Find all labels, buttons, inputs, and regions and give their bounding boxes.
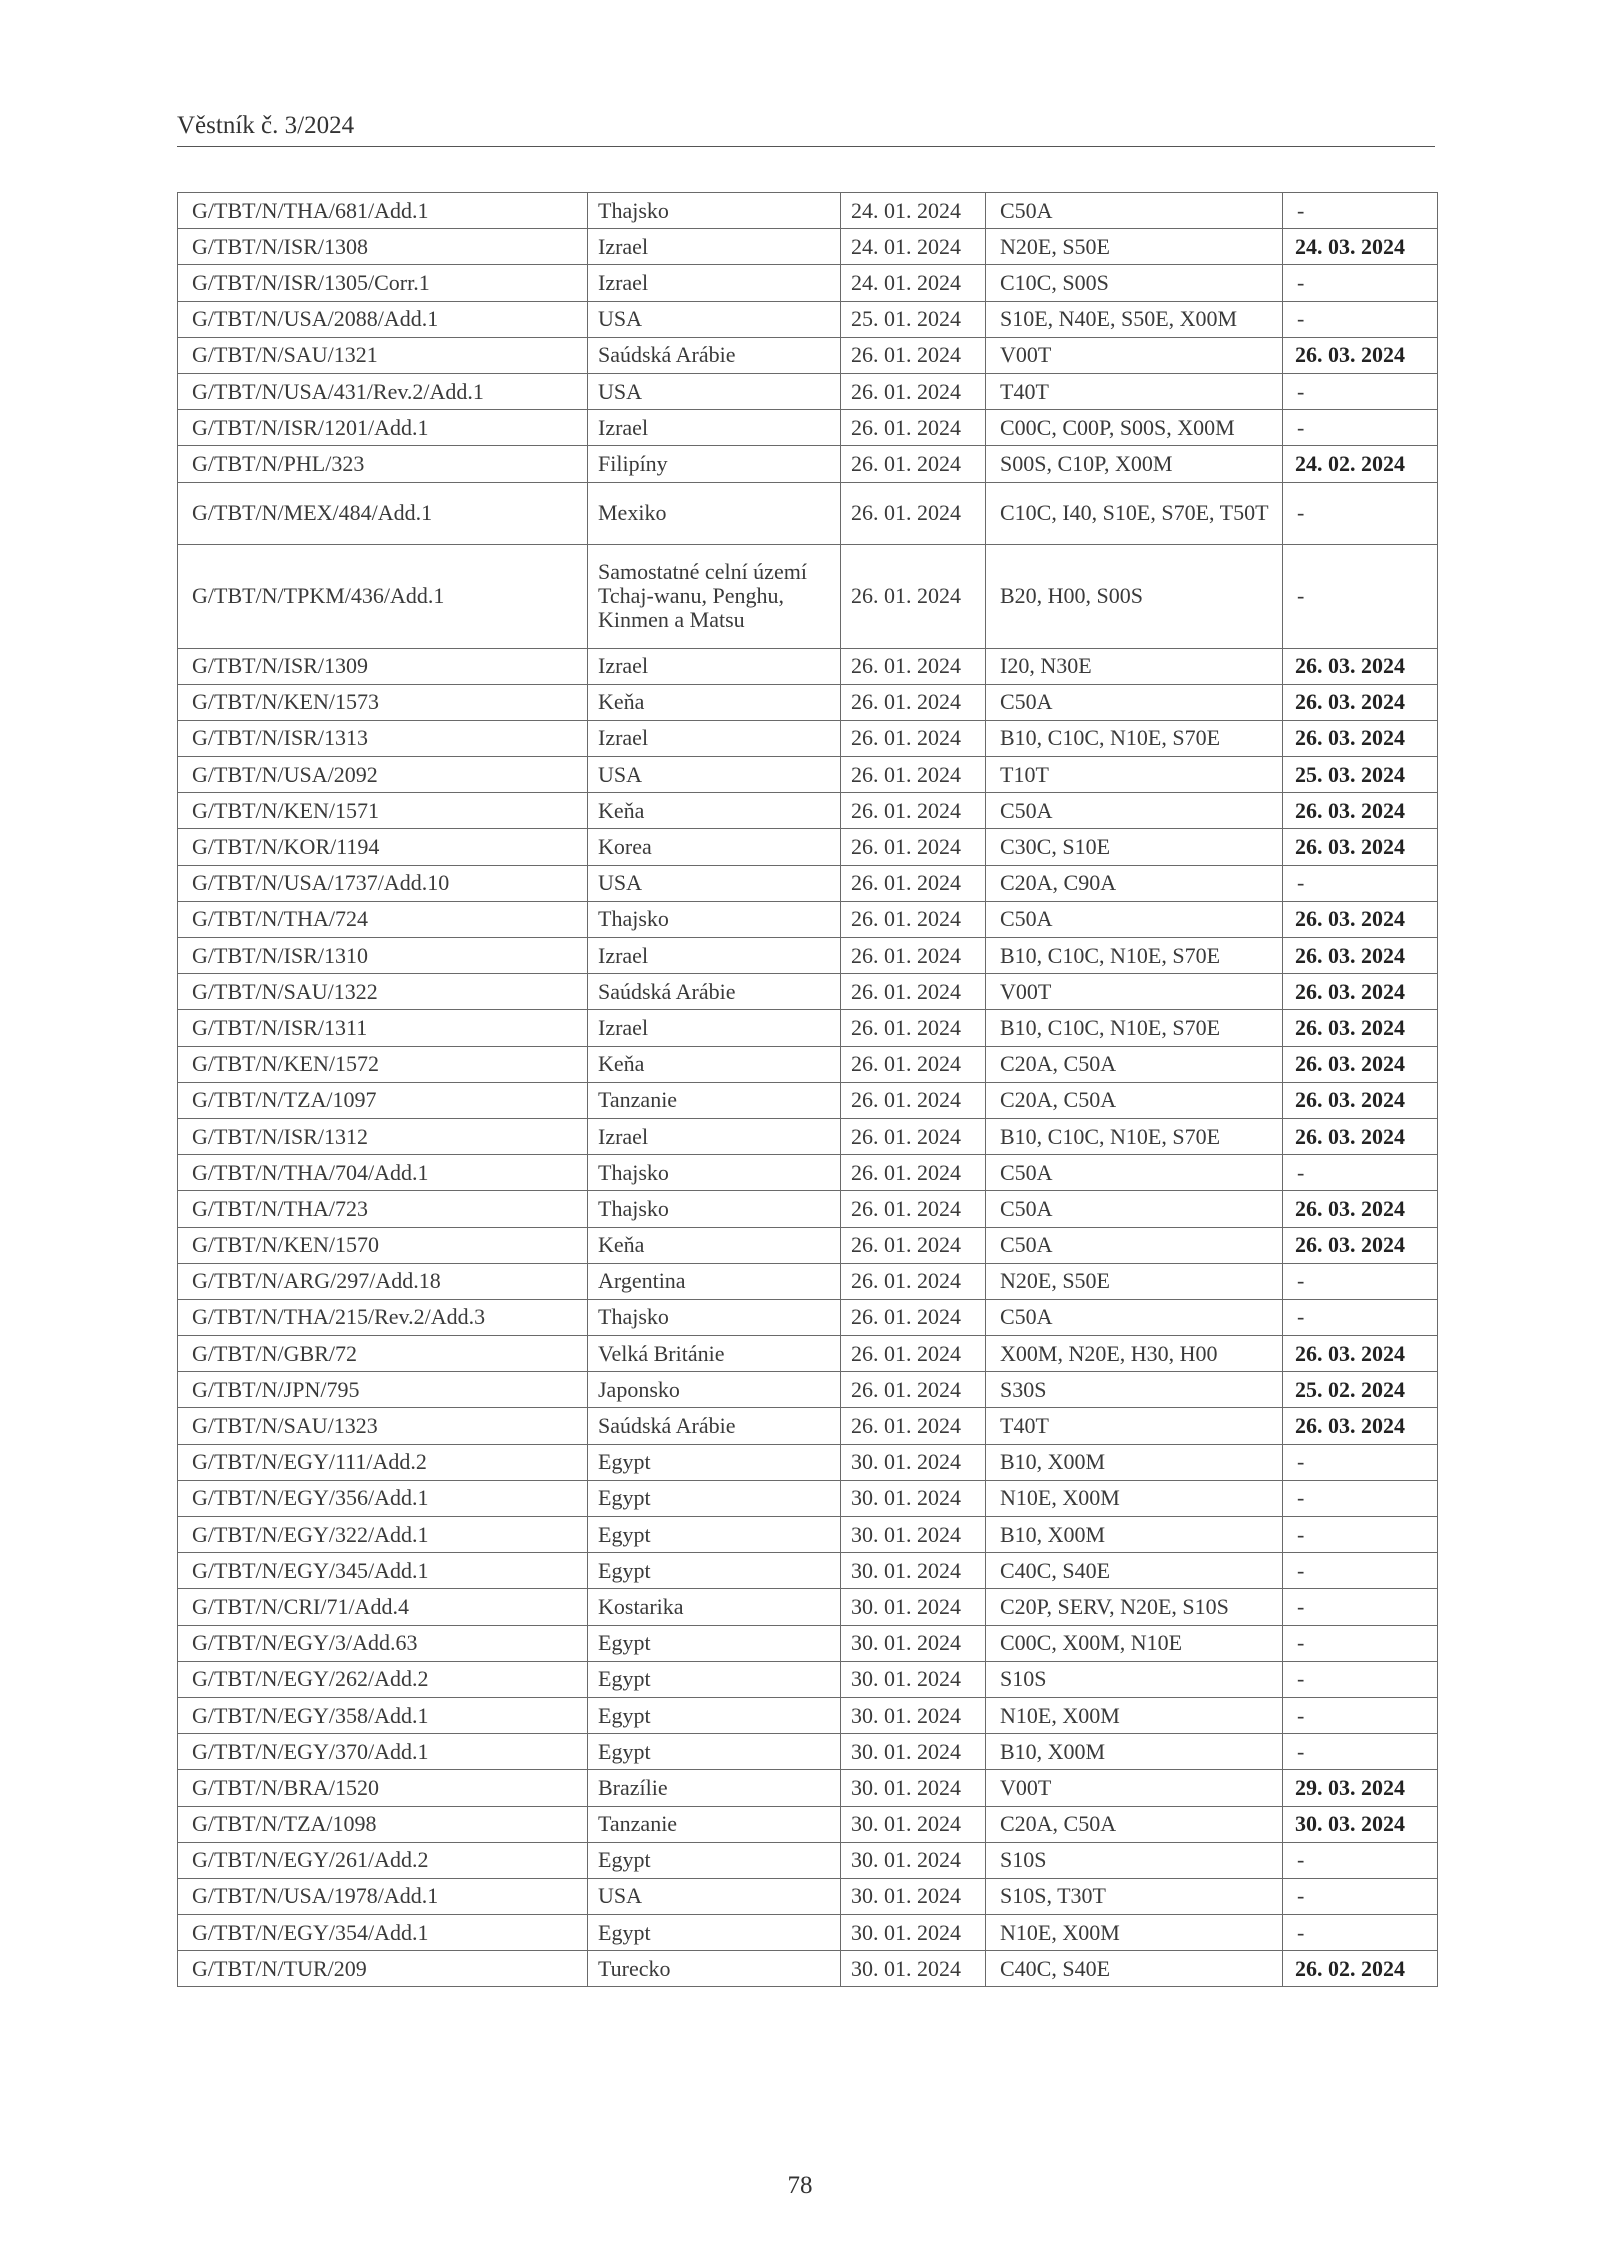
deadline-cell: - xyxy=(1283,1915,1438,1951)
country-cell: Samostatné celní území Tchaj-wanu, Penghu, Kinmen a Matsu xyxy=(588,544,841,648)
codes-cell: T10T xyxy=(986,757,1283,793)
symbol-cell: G/TBT/N/KOR/1194 xyxy=(178,829,588,865)
codes-cell: C20A, C50A xyxy=(986,1806,1283,1842)
deadline-cell: 26. 02. 2024 xyxy=(1283,1951,1438,1987)
deadline-cell: - xyxy=(1283,1661,1438,1697)
country-cell: Korea xyxy=(588,829,841,865)
country-cell: USA xyxy=(588,1878,841,1914)
symbol-cell: G/TBT/N/EGY/345/Add.1 xyxy=(178,1553,588,1589)
codes-cell: C30C, S10E xyxy=(986,829,1283,865)
date-cell: 30. 01. 2024 xyxy=(841,1878,986,1914)
codes-cell: C20P, SERV, N20E, S10S xyxy=(986,1589,1283,1625)
country-cell: Thajsko xyxy=(588,1155,841,1191)
codes-cell: C50A xyxy=(986,1227,1283,1263)
symbol-cell: G/TBT/N/ARG/297/Add.18 xyxy=(178,1263,588,1299)
date-cell: 26. 01. 2024 xyxy=(841,1118,986,1154)
date-cell: 26. 01. 2024 xyxy=(841,1336,986,1372)
country-cell: Egypt xyxy=(588,1444,841,1480)
deadline-cell: 26. 03. 2024 xyxy=(1283,684,1438,720)
codes-cell: B10, C10C, N10E, S70E xyxy=(986,1010,1283,1046)
codes-cell: C40C, S40E xyxy=(986,1951,1283,1987)
country-cell: Izrael xyxy=(588,229,841,265)
codes-cell: N10E, X00M xyxy=(986,1480,1283,1516)
date-cell: 26. 01. 2024 xyxy=(841,1082,986,1118)
date-cell: 26. 01. 2024 xyxy=(841,544,986,648)
symbol-cell: G/TBT/N/MEX/484/Add.1 xyxy=(178,482,588,544)
table-row xyxy=(178,1915,1438,1951)
country-cell: Tanzanie xyxy=(588,1082,841,1118)
date-cell: 30. 01. 2024 xyxy=(841,1770,986,1806)
date-cell: 30. 01. 2024 xyxy=(841,1625,986,1661)
codes-cell: C10C, I40, S10E, S70E, T50T xyxy=(986,482,1283,544)
notifications-table xyxy=(177,192,1438,1987)
symbol-cell: G/TBT/N/EGY/262/Add.2 xyxy=(178,1661,588,1697)
country-cell: Izrael xyxy=(588,720,841,756)
symbol-cell: G/TBT/N/TZA/1098 xyxy=(178,1806,588,1842)
country-cell: Keňa xyxy=(588,1227,841,1263)
codes-cell: N10E, X00M xyxy=(986,1915,1283,1951)
codes-cell: B10, C10C, N10E, S70E xyxy=(986,1118,1283,1154)
table-row xyxy=(178,1299,1438,1335)
date-cell: 26. 01. 2024 xyxy=(841,829,986,865)
codes-cell: C50A xyxy=(986,1299,1283,1335)
deadline-cell: - xyxy=(1283,410,1438,446)
country-cell: Saúdská Arábie xyxy=(588,974,841,1010)
table-row xyxy=(178,373,1438,409)
deadline-cell: - xyxy=(1283,1517,1438,1553)
deadline-cell: - xyxy=(1283,373,1438,409)
deadline-cell: 26. 03. 2024 xyxy=(1283,793,1438,829)
symbol-cell: G/TBT/N/BRA/1520 xyxy=(178,1770,588,1806)
codes-cell: S10E, N40E, S50E, X00M xyxy=(986,301,1283,337)
country-cell: Argentina xyxy=(588,1263,841,1299)
country-cell: USA xyxy=(588,373,841,409)
date-cell: 26. 01. 2024 xyxy=(841,482,986,544)
date-cell: 26. 01. 2024 xyxy=(841,974,986,1010)
date-cell: 26. 01. 2024 xyxy=(841,1263,986,1299)
date-cell: 24. 01. 2024 xyxy=(841,229,986,265)
table-row xyxy=(178,1734,1438,1770)
deadline-cell: - xyxy=(1283,1589,1438,1625)
country-cell: Egypt xyxy=(588,1734,841,1770)
date-cell: 26. 01. 2024 xyxy=(841,901,986,937)
date-cell: 24. 01. 2024 xyxy=(841,265,986,301)
table-row xyxy=(178,938,1438,974)
country-cell: Thajsko xyxy=(588,1191,841,1227)
country-cell: Japonsko xyxy=(588,1372,841,1408)
deadline-cell: 26. 03. 2024 xyxy=(1283,1010,1438,1046)
symbol-cell: G/TBT/N/THA/723 xyxy=(178,1191,588,1227)
symbol-cell: G/TBT/N/ISR/1305/Corr.1 xyxy=(178,265,588,301)
deadline-cell: 26. 03. 2024 xyxy=(1283,938,1438,974)
table-row xyxy=(178,1697,1438,1733)
country-cell: Egypt xyxy=(588,1517,841,1553)
country-cell: Egypt xyxy=(588,1661,841,1697)
codes-cell: S10S xyxy=(986,1661,1283,1697)
codes-cell: S10S xyxy=(986,1842,1283,1878)
date-cell: 30. 01. 2024 xyxy=(841,1589,986,1625)
table-row xyxy=(178,648,1438,684)
symbol-cell: G/TBT/N/EGY/3/Add.63 xyxy=(178,1625,588,1661)
codes-cell: N20E, S50E xyxy=(986,229,1283,265)
table-row xyxy=(178,1444,1438,1480)
table-row xyxy=(178,720,1438,756)
country-cell: Izrael xyxy=(588,265,841,301)
date-cell: 26. 01. 2024 xyxy=(841,1010,986,1046)
deadline-cell: 25. 02. 2024 xyxy=(1283,1372,1438,1408)
table-row xyxy=(178,1046,1438,1082)
table-row xyxy=(178,974,1438,1010)
deadline-cell: 26. 03. 2024 xyxy=(1283,1082,1438,1118)
deadline-cell: 26. 03. 2024 xyxy=(1283,648,1438,684)
codes-cell: S00S, C10P, X00M xyxy=(986,446,1283,482)
table-row xyxy=(178,1082,1438,1118)
deadline-cell: - xyxy=(1283,193,1438,229)
table-row xyxy=(178,1408,1438,1444)
symbol-cell: G/TBT/N/JPN/795 xyxy=(178,1372,588,1408)
deadline-cell: - xyxy=(1283,265,1438,301)
country-cell: Izrael xyxy=(588,410,841,446)
table-row xyxy=(178,1661,1438,1697)
table-row xyxy=(178,1480,1438,1516)
table-row xyxy=(178,865,1438,901)
country-cell: Egypt xyxy=(588,1553,841,1589)
codes-cell: B10, X00M xyxy=(986,1734,1283,1770)
codes-cell: C00C, X00M, N10E xyxy=(986,1625,1283,1661)
codes-cell: C50A xyxy=(986,1191,1283,1227)
deadline-cell: - xyxy=(1283,1155,1438,1191)
deadline-cell: 29. 03. 2024 xyxy=(1283,1770,1438,1806)
symbol-cell: G/TBT/N/THA/215/Rev.2/Add.3 xyxy=(178,1299,588,1335)
country-cell: Thajsko xyxy=(588,193,841,229)
deadline-cell: - xyxy=(1283,1878,1438,1914)
deadline-cell: - xyxy=(1283,1625,1438,1661)
symbol-cell: G/TBT/N/SAU/1323 xyxy=(178,1408,588,1444)
date-cell: 26. 01. 2024 xyxy=(841,1046,986,1082)
table-row xyxy=(178,446,1438,482)
codes-cell: C40C, S40E xyxy=(986,1553,1283,1589)
codes-cell: X00M, N20E, H30, H00 xyxy=(986,1336,1283,1372)
symbol-cell: G/TBT/N/EGY/370/Add.1 xyxy=(178,1734,588,1770)
country-cell: Egypt xyxy=(588,1625,841,1661)
date-cell: 24. 01. 2024 xyxy=(841,193,986,229)
country-cell: Egypt xyxy=(588,1480,841,1516)
codes-cell: N20E, S50E xyxy=(986,1263,1283,1299)
notifications-table-body xyxy=(178,193,1438,1987)
symbol-cell: G/TBT/N/KEN/1571 xyxy=(178,793,588,829)
table-row xyxy=(178,1625,1438,1661)
deadline-cell: 24. 03. 2024 xyxy=(1283,229,1438,265)
table-row xyxy=(178,1517,1438,1553)
deadline-cell: 26. 03. 2024 xyxy=(1283,1118,1438,1154)
deadline-cell: - xyxy=(1283,1734,1438,1770)
symbol-cell: G/TBT/N/USA/2092 xyxy=(178,757,588,793)
codes-cell: T40T xyxy=(986,1408,1283,1444)
date-cell: 26. 01. 2024 xyxy=(841,757,986,793)
codes-cell: B10, X00M xyxy=(986,1517,1283,1553)
table-row xyxy=(178,684,1438,720)
symbol-cell: G/TBT/N/ISR/1313 xyxy=(178,720,588,756)
deadline-cell: - xyxy=(1283,1263,1438,1299)
table-row xyxy=(178,1191,1438,1227)
codes-cell: C50A xyxy=(986,193,1283,229)
symbol-cell: G/TBT/N/TPKM/436/Add.1 xyxy=(178,544,588,648)
page-header-title: Věstník č. 3/2024 xyxy=(177,112,355,139)
deadline-cell: - xyxy=(1283,482,1438,544)
date-cell: 25. 01. 2024 xyxy=(841,301,986,337)
country-cell: Keňa xyxy=(588,1046,841,1082)
country-cell: Mexiko xyxy=(588,482,841,544)
symbol-cell: G/TBT/N/PHL/323 xyxy=(178,446,588,482)
deadline-cell: - xyxy=(1283,865,1438,901)
country-cell: Velká Británie xyxy=(588,1336,841,1372)
table-row xyxy=(178,1263,1438,1299)
symbol-cell: G/TBT/N/KEN/1570 xyxy=(178,1227,588,1263)
codes-cell: V00T xyxy=(986,974,1283,1010)
country-cell: Egypt xyxy=(588,1915,841,1951)
country-cell: USA xyxy=(588,301,841,337)
country-cell: Saúdská Arábie xyxy=(588,1408,841,1444)
symbol-cell: G/TBT/N/ISR/1312 xyxy=(178,1118,588,1154)
codes-cell: V00T xyxy=(986,337,1283,373)
date-cell: 26. 01. 2024 xyxy=(841,1227,986,1263)
page-number: 78 xyxy=(787,2172,813,2199)
date-cell: 30. 01. 2024 xyxy=(841,1842,986,1878)
date-cell: 26. 01. 2024 xyxy=(841,373,986,409)
country-cell: Thajsko xyxy=(588,1299,841,1335)
symbol-cell: G/TBT/N/THA/681/Add.1 xyxy=(178,193,588,229)
codes-cell: B10, X00M xyxy=(986,1444,1283,1480)
deadline-cell: 26. 03. 2024 xyxy=(1283,974,1438,1010)
date-cell: 30. 01. 2024 xyxy=(841,1480,986,1516)
table-row xyxy=(178,1951,1438,1987)
table-row xyxy=(178,301,1438,337)
deadline-cell: 26. 03. 2024 xyxy=(1283,720,1438,756)
table-row xyxy=(178,901,1438,937)
table-row xyxy=(178,544,1438,648)
deadline-cell: - xyxy=(1283,1842,1438,1878)
codes-cell: C00C, C00P, S00S, X00M xyxy=(986,410,1283,446)
deadline-cell: - xyxy=(1283,1697,1438,1733)
codes-cell: C20A, C90A xyxy=(986,865,1283,901)
country-cell: Saúdská Arábie xyxy=(588,337,841,373)
date-cell: 26. 01. 2024 xyxy=(841,1191,986,1227)
table-row xyxy=(178,1118,1438,1154)
symbol-cell: G/TBT/N/TUR/209 xyxy=(178,1951,588,1987)
codes-cell: C50A xyxy=(986,1155,1283,1191)
date-cell: 26. 01. 2024 xyxy=(841,793,986,829)
table-row xyxy=(178,1372,1438,1408)
codes-cell: B10, C10C, N10E, S70E xyxy=(986,720,1283,756)
date-cell: 26. 01. 2024 xyxy=(841,865,986,901)
deadline-cell: - xyxy=(1283,544,1438,648)
table-row xyxy=(178,1010,1438,1046)
country-cell: Izrael xyxy=(588,1010,841,1046)
codes-cell: T40T xyxy=(986,373,1283,409)
country-cell: Egypt xyxy=(588,1697,841,1733)
codes-cell: B20, H00, S00S xyxy=(986,544,1283,648)
deadline-cell: - xyxy=(1283,1480,1438,1516)
symbol-cell: G/TBT/N/ISR/1308 xyxy=(178,229,588,265)
symbol-cell: G/TBT/N/USA/1978/Add.1 xyxy=(178,1878,588,1914)
codes-cell: B10, C10C, N10E, S70E xyxy=(986,938,1283,974)
symbol-cell: G/TBT/N/EGY/358/Add.1 xyxy=(178,1697,588,1733)
symbol-cell: G/TBT/N/SAU/1321 xyxy=(178,337,588,373)
date-cell: 30. 01. 2024 xyxy=(841,1517,986,1553)
symbol-cell: G/TBT/N/TZA/1097 xyxy=(178,1082,588,1118)
deadline-cell: 26. 03. 2024 xyxy=(1283,901,1438,937)
symbol-cell: G/TBT/N/CRI/71/Add.4 xyxy=(178,1589,588,1625)
date-cell: 30. 01. 2024 xyxy=(841,1951,986,1987)
date-cell: 30. 01. 2024 xyxy=(841,1661,986,1697)
deadline-cell: 24. 02. 2024 xyxy=(1283,446,1438,482)
symbol-cell: G/TBT/N/USA/431/Rev.2/Add.1 xyxy=(178,373,588,409)
table-row xyxy=(178,1336,1438,1372)
symbol-cell: G/TBT/N/ISR/1311 xyxy=(178,1010,588,1046)
country-cell: USA xyxy=(588,757,841,793)
country-cell: Filipíny xyxy=(588,446,841,482)
date-cell: 30. 01. 2024 xyxy=(841,1553,986,1589)
table-row xyxy=(178,337,1438,373)
deadline-cell: 26. 03. 2024 xyxy=(1283,829,1438,865)
symbol-cell: G/TBT/N/EGY/322/Add.1 xyxy=(178,1517,588,1553)
table-row xyxy=(178,1589,1438,1625)
symbol-cell: G/TBT/N/EGY/111/Add.2 xyxy=(178,1444,588,1480)
symbol-cell: G/TBT/N/EGY/354/Add.1 xyxy=(178,1915,588,1951)
date-cell: 26. 01. 2024 xyxy=(841,720,986,756)
country-cell: Tanzanie xyxy=(588,1806,841,1842)
country-cell: USA xyxy=(588,865,841,901)
table-row xyxy=(178,1227,1438,1263)
deadline-cell: 25. 03. 2024 xyxy=(1283,757,1438,793)
deadline-cell: - xyxy=(1283,1299,1438,1335)
table-row xyxy=(178,1842,1438,1878)
symbol-cell: G/TBT/N/ISR/1309 xyxy=(178,648,588,684)
deadline-cell: 26. 03. 2024 xyxy=(1283,1046,1438,1082)
country-cell: Brazílie xyxy=(588,1770,841,1806)
codes-cell: N10E, X00M xyxy=(986,1697,1283,1733)
deadline-cell: 30. 03. 2024 xyxy=(1283,1806,1438,1842)
country-cell: Keňa xyxy=(588,684,841,720)
date-cell: 26. 01. 2024 xyxy=(841,337,986,373)
date-cell: 26. 01. 2024 xyxy=(841,1372,986,1408)
country-cell: Keňa xyxy=(588,793,841,829)
country-cell: Izrael xyxy=(588,1118,841,1154)
deadline-cell: - xyxy=(1283,1553,1438,1589)
date-cell: 26. 01. 2024 xyxy=(841,938,986,974)
symbol-cell: G/TBT/N/ISR/1310 xyxy=(178,938,588,974)
symbol-cell: G/TBT/N/GBR/72 xyxy=(178,1336,588,1372)
table-row xyxy=(178,829,1438,865)
symbol-cell: G/TBT/N/USA/2088/Add.1 xyxy=(178,301,588,337)
deadline-cell: 26. 03. 2024 xyxy=(1283,1227,1438,1263)
table-row xyxy=(178,1806,1438,1842)
codes-cell: C50A xyxy=(986,684,1283,720)
codes-cell: C50A xyxy=(986,901,1283,937)
date-cell: 30. 01. 2024 xyxy=(841,1806,986,1842)
date-cell: 30. 01. 2024 xyxy=(841,1444,986,1480)
symbol-cell: G/TBT/N/EGY/356/Add.1 xyxy=(178,1480,588,1516)
table-row xyxy=(178,793,1438,829)
table-row xyxy=(178,193,1438,229)
deadline-cell: 26. 03. 2024 xyxy=(1283,1336,1438,1372)
symbol-cell: G/TBT/N/THA/704/Add.1 xyxy=(178,1155,588,1191)
deadline-cell: - xyxy=(1283,1444,1438,1480)
date-cell: 26. 01. 2024 xyxy=(841,648,986,684)
country-cell: Izrael xyxy=(588,648,841,684)
date-cell: 30. 01. 2024 xyxy=(841,1915,986,1951)
symbol-cell: G/TBT/N/THA/724 xyxy=(178,901,588,937)
table-row xyxy=(178,265,1438,301)
date-cell: 30. 01. 2024 xyxy=(841,1734,986,1770)
symbol-cell: G/TBT/N/KEN/1572 xyxy=(178,1046,588,1082)
codes-cell: C20A, C50A xyxy=(986,1046,1283,1082)
symbol-cell: G/TBT/N/KEN/1573 xyxy=(178,684,588,720)
codes-cell: S10S, T30T xyxy=(986,1878,1283,1914)
date-cell: 26. 01. 2024 xyxy=(841,684,986,720)
table-row xyxy=(178,1770,1438,1806)
date-cell: 26. 01. 2024 xyxy=(841,446,986,482)
table-row xyxy=(178,410,1438,446)
codes-cell: I20, N30E xyxy=(986,648,1283,684)
table-row xyxy=(178,482,1438,544)
date-cell: 26. 01. 2024 xyxy=(841,1155,986,1191)
symbol-cell: G/TBT/N/USA/1737/Add.10 xyxy=(178,865,588,901)
symbol-cell: G/TBT/N/EGY/261/Add.2 xyxy=(178,1842,588,1878)
codes-cell: C10C, S00S xyxy=(986,265,1283,301)
codes-cell: S30S xyxy=(986,1372,1283,1408)
country-cell: Egypt xyxy=(588,1842,841,1878)
deadline-cell: 26. 03. 2024 xyxy=(1283,337,1438,373)
codes-cell: C50A xyxy=(986,793,1283,829)
table-row xyxy=(178,229,1438,265)
codes-cell: V00T xyxy=(986,1770,1283,1806)
symbol-cell: G/TBT/N/ISR/1201/Add.1 xyxy=(178,410,588,446)
country-cell: Turecko xyxy=(588,1951,841,1987)
symbol-cell: G/TBT/N/SAU/1322 xyxy=(178,974,588,1010)
header-divider xyxy=(177,146,1435,147)
deadline-cell: 26. 03. 2024 xyxy=(1283,1408,1438,1444)
country-cell: Thajsko xyxy=(588,901,841,937)
country-cell: Kostarika xyxy=(588,1589,841,1625)
date-cell: 26. 01. 2024 xyxy=(841,1299,986,1335)
table-row xyxy=(178,1878,1438,1914)
codes-cell: C20A, C50A xyxy=(986,1082,1283,1118)
date-cell: 26. 01. 2024 xyxy=(841,410,986,446)
table-row xyxy=(178,1155,1438,1191)
country-cell: Izrael xyxy=(588,938,841,974)
table-row xyxy=(178,757,1438,793)
date-cell: 26. 01. 2024 xyxy=(841,1408,986,1444)
deadline-cell: 26. 03. 2024 xyxy=(1283,1191,1438,1227)
date-cell: 30. 01. 2024 xyxy=(841,1697,986,1733)
table-row xyxy=(178,1553,1438,1589)
deadline-cell: - xyxy=(1283,301,1438,337)
